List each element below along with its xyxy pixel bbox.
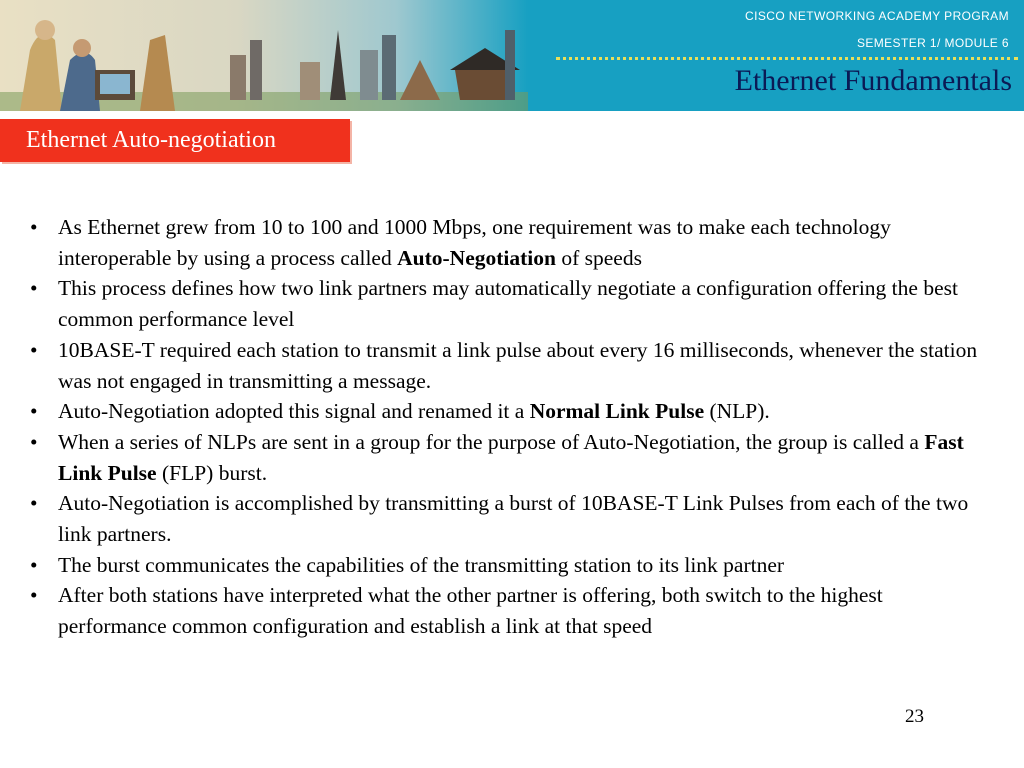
section-title: Ethernet Auto-negotiation [26, 127, 276, 153]
banner-illustration [0, 0, 528, 111]
bullet-text-tail: (FLP) burst. [156, 460, 268, 485]
bullet-item [30, 212, 990, 273]
bullet-text-tail: of speeds [555, 245, 642, 270]
bullet-text: The burst communicates the capabilities of the transmitting station to its link partner [58, 552, 785, 577]
bullet-item [30, 335, 990, 396]
bullet-item [30, 273, 990, 334]
header-banner [0, 0, 1024, 111]
bullet-dot: • [30, 583, 38, 608]
bullet-dot: • [30, 337, 38, 362]
program-label: CISCO NETWORKING ACADEMY PROGRAM [745, 9, 1009, 23]
bullet-dot: • [30, 215, 38, 239]
bullet-list [30, 212, 990, 642]
bullet-text: Auto-Negotiation is accomplished by transmitting a burst of 10BASE-T Link Pulses from each of the two link partners. [58, 491, 969, 547]
bullet-dot: • [30, 552, 38, 577]
bullet-text: When a series of NLPs are sent in a group for the purpose of Auto-Negotiation, the group is called a [58, 429, 925, 454]
bullet-item [30, 396, 990, 427]
bullet-dot: • [30, 276, 38, 301]
bullet-item [30, 427, 990, 488]
bullet-emphasis: Normal Link Pulse [529, 399, 705, 424]
bullet-emphasis: Fast Link Pulse [58, 429, 964, 485]
bullet-text: As Ethernet grew from 10 to 100 and 1000 Mbps, one requirement was to make each technology interoperable by using a process called [58, 215, 891, 270]
bullet-text: This process defines how two link partners may automatically negotiate a configuration offering the best common performance level [58, 276, 958, 332]
bullet-emphasis: Auto-Negotiation [397, 245, 556, 270]
bullet-dot: • [30, 491, 38, 516]
bullet-text: 10BASE-T required each station to transmit a link pulse about every 16 milliseconds, whenever the station was not engaged in transmitting a message. [58, 337, 978, 393]
semester-label: SEMESTER 1/ MODULE 6 [856, 36, 1009, 50]
section-heading-box [0, 119, 350, 162]
bullet-item [30, 488, 990, 549]
bullet-dot: • [30, 429, 38, 454]
bullet-text: Auto-Negotiation adopted this signal and renamed it a [58, 399, 530, 424]
bullet-dot: • [30, 399, 38, 424]
deck-title: Ethernet Fundamentals [734, 64, 1012, 97]
header-divider [556, 57, 1018, 60]
bullet-text: After both stations have interpreted what the other partner is offering, both switch to the highest performance common configuration and establish a link at that speed [58, 583, 883, 639]
bullet-item [30, 580, 990, 641]
bullet-text-tail: (NLP). [704, 399, 770, 424]
page-number: 23 [905, 706, 924, 727]
bullet-item [30, 550, 990, 581]
